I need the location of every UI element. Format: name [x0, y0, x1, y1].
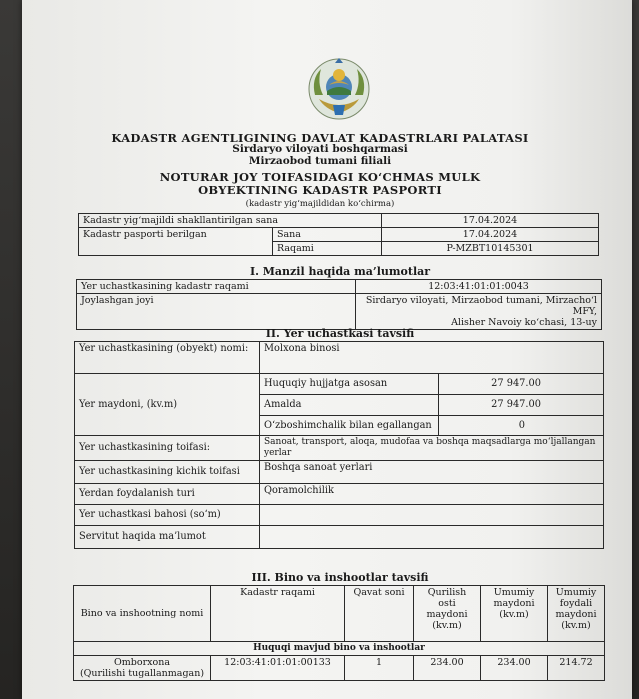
address-table: [76, 279, 602, 330]
location-value: [356, 294, 602, 330]
category-label: Yer uchastkasining toifasi:: [75, 436, 260, 461]
group-title: Huquqi mavjud bino va inshootlar: [74, 642, 605, 656]
row-floors: 1: [345, 656, 414, 681]
row-name: [74, 656, 211, 681]
area-label: Yer maydoni, (kv.m): [75, 374, 260, 436]
location-label: Joylashgan joyi: [77, 294, 356, 330]
row-name-note: (Qurilishi tugallanmagan): [79, 668, 205, 679]
col-useful: Umumiy foydali maydoni (kv.m): [548, 586, 605, 642]
subcategory-label: Yer uchastkasining kichik toifasi: [75, 461, 260, 484]
section3-title: III. Bino va inshootlar tavsifi: [251, 571, 429, 584]
issued-label: Kadastr pasporti berilgan: [79, 228, 273, 256]
col-total: Umumiy maydoni (kv.m): [481, 586, 548, 642]
section2-title: II. Yer uchastkasi tavsifi: [265, 327, 415, 340]
document-title-line1: NOTURAR JOY TOIFASIDAGI KO‘CHMAS MULK: [159, 170, 481, 184]
row-name-main: Omborxona: [114, 657, 170, 668]
col-floors: Qavat soni: [345, 586, 414, 642]
seized-label: O‘zboshimchalik bilan egallangan: [260, 416, 439, 436]
legal-docs-label: Huquqiy hujjatga asosan: [260, 374, 439, 395]
district-branch: Mirzaobod tumani filiali: [248, 155, 392, 167]
number-label: Raqami: [273, 242, 382, 256]
buildings-table: [73, 585, 605, 681]
agency-title: KADASTR AGENTLIGINING DAVLAT KADASTRLARI PALATASI: [111, 131, 529, 145]
seized-value: 0: [439, 416, 604, 436]
valuation-label: Yer uchastkasi bahosi (so‘m): [75, 505, 260, 526]
servitude-value: [260, 526, 604, 549]
passport-info-table: [78, 213, 599, 256]
row-cadastre: 12:03:41:01:01:00133: [211, 656, 345, 681]
cadastre-value: 12:03:41:01:01:0043: [356, 280, 602, 294]
formed-date: 17.04.2024: [382, 214, 599, 228]
actual-label: Amalda: [260, 395, 439, 416]
date-label: Sana: [273, 228, 382, 242]
row-footprint: 234.00: [414, 656, 481, 681]
valuation-value: [260, 505, 604, 526]
row-useful: 214.72: [548, 656, 605, 681]
document-title-line2: OBYEKTINING KADASTR PASPORTI: [198, 183, 442, 197]
object-name-label: Yer uchastkasining (obyekt) nomi:: [75, 342, 260, 374]
document-subtitle: (kadastr yig‘majildidan ko‘chirma): [245, 199, 395, 209]
cadastre-label: Yer uchastkasining kadastr raqami: [77, 280, 356, 294]
region-office: Sirdaryo viloyati boshqarmasi: [232, 143, 408, 155]
servitude-label: Servitut haqida ma’lumot: [75, 526, 260, 549]
category-value: Sanoat, transport, aloqa, mudofaa va boshqa maqsadlarga mo‘ljallangan yerlar: [260, 436, 604, 461]
usage-label: Yerdan foydalanish turi: [75, 484, 260, 505]
legal-docs-value: 27 947.00: [439, 374, 604, 395]
section1-title: I. Manzil haqida ma’lumotlar: [249, 265, 431, 278]
state-emblem: [305, 55, 373, 123]
land-description-table: [74, 341, 604, 549]
number-value: P-MZBT10145301: [382, 242, 599, 256]
location-line2: Alisher Navoiy ko‘chasi, 13-uy: [451, 317, 597, 328]
col-cadastre: Kadastr raqami: [211, 586, 345, 642]
usage-value: Qoramolchilik: [260, 484, 604, 505]
actual-value: 27 947.00: [439, 395, 604, 416]
row-total: 234.00: [481, 656, 548, 681]
col-name: Bino va inshootning nomi: [74, 586, 211, 642]
formed-label: Kadastr yig‘majildi shakllantirilgan sana: [79, 214, 382, 228]
date-value: 17.04.2024: [382, 228, 599, 242]
location-line1: Sirdaryo viloyati, Mirzaobod tumani, Mirzacho‘l MFY,: [365, 295, 597, 317]
subcategory-value: Boshqa sanoat yerlari: [260, 461, 604, 484]
col-footprint: Qurilish osti maydoni (kv.m): [414, 586, 481, 642]
object-name-value: Molxona binosi: [260, 342, 604, 374]
